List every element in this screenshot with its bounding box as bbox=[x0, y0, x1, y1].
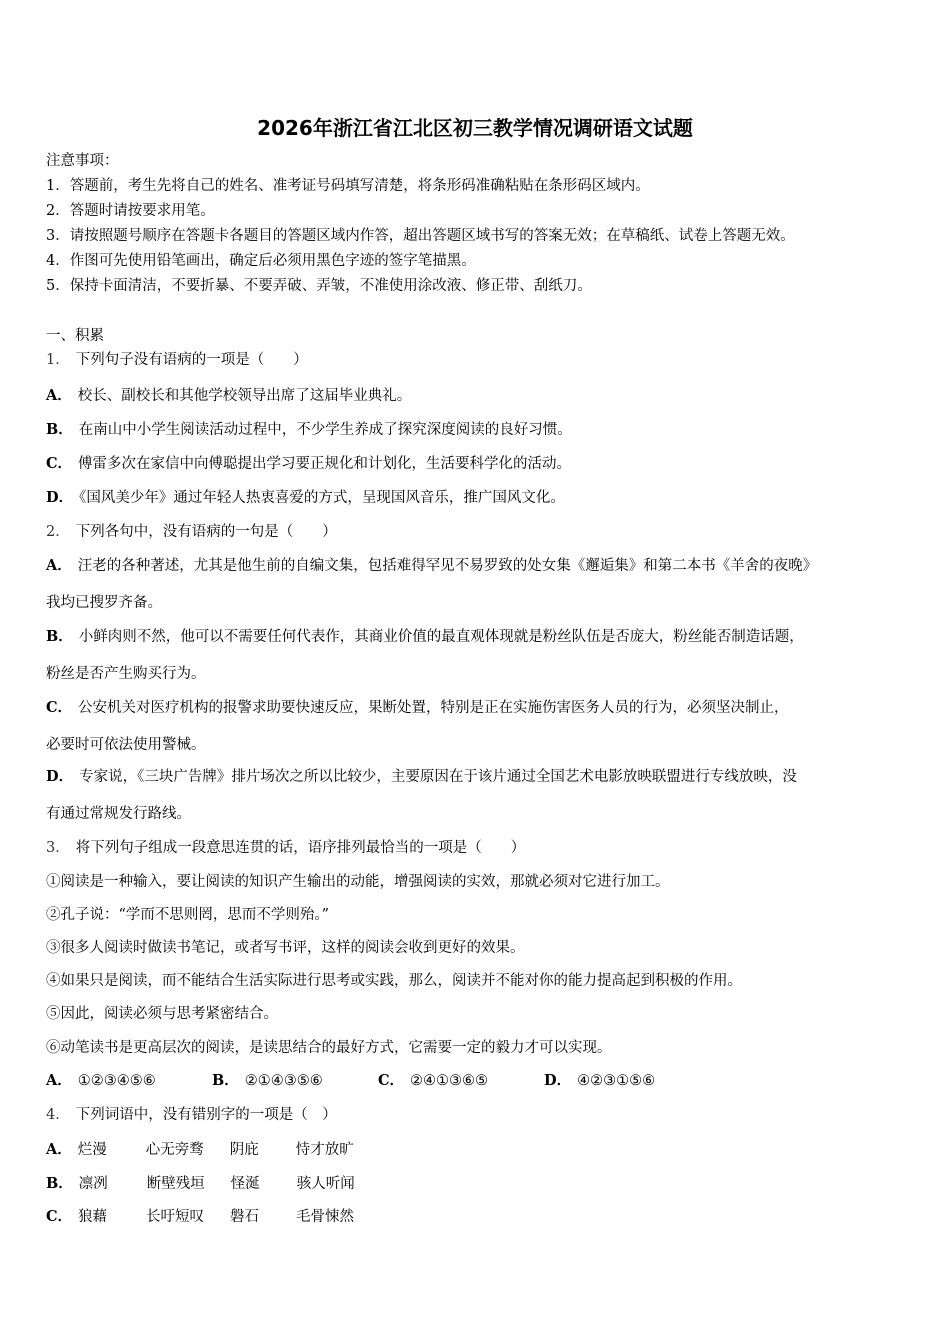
q2-option-c-cont: 必要时可依法使用警械。 bbox=[46, 737, 206, 753]
option-text: 公安机关对医疗机构的报警求助要快速反应，果断处置，特别是正在实施伤害医务人员的行为，必须坚决制止， bbox=[78, 700, 789, 716]
option-tag: B． bbox=[46, 421, 73, 438]
option-tag: D． bbox=[46, 768, 74, 785]
q3-option-a bbox=[46, 1071, 212, 1091]
word: 怪涎 bbox=[230, 1176, 260, 1192]
q3-sentence: ①阅读是一种输入，要让阅读的知识产生输出的动能，增强阅读的实效，那就必须对它进行加工。 bbox=[46, 874, 670, 890]
question-text: 下列各句中，没有语病的一句是（ ） bbox=[75, 524, 337, 540]
q3-sentence: ④如果只是阅读，而不能结合生活实际进行思考或实践，那么，阅读并不能对你的能力提高起到积极的作用。 bbox=[46, 973, 742, 989]
section-heading: 一、积累 bbox=[46, 328, 104, 344]
q1-option-d bbox=[46, 488, 565, 508]
word: 心无旁骛 bbox=[145, 1142, 204, 1158]
page-title: 2026年浙江省江北区初三教学情况调研语文试题 bbox=[257, 116, 693, 140]
q4-option-a bbox=[46, 1140, 354, 1160]
option-tag: C． bbox=[46, 699, 73, 716]
option-text: ④②③①⑤⑥ bbox=[577, 1073, 656, 1089]
q3-option-b bbox=[212, 1071, 378, 1091]
question-number: 3． bbox=[46, 840, 70, 856]
question-text: 将下列句子组成一段意思连贯的话，语序排列最恰当的一项是（ ） bbox=[75, 840, 526, 856]
word: 断壁残垣 bbox=[146, 1176, 205, 1192]
option-tag: D． bbox=[544, 1072, 572, 1089]
question-3-stem bbox=[46, 838, 525, 858]
option-tag: B． bbox=[46, 1175, 73, 1192]
option-text: ②④①③⑥⑤ bbox=[410, 1073, 489, 1089]
word: 阴庇 bbox=[229, 1142, 259, 1158]
option-text: 小鲜肉则不然，他可以不需要任何代表作，其商业价值的最直观体现就是粉丝队伍是否庞大，粉丝能否制造话题， bbox=[78, 629, 804, 645]
q3-sentence: ⑤因此，阅读必须与思考紧密结合。 bbox=[46, 1006, 278, 1022]
q1-option-a bbox=[46, 386, 411, 406]
q2-option-a-cont: 我均已搜罗齐备。 bbox=[46, 595, 162, 611]
option-tag: D． bbox=[46, 489, 74, 506]
option-tag: A． bbox=[46, 557, 72, 574]
word: 烂漫 bbox=[77, 1142, 107, 1158]
q3-option-c bbox=[378, 1071, 544, 1091]
option-text: 傅雷多次在家信中向傅聪提出学习要正规化和计划化，生活要科学化的活动。 bbox=[78, 456, 572, 472]
notice-item: 5．保持卡面清洁，不要折暴、不要弄破、弄皱，不准使用涂改液、修正带、刮纸刀。 bbox=[46, 278, 592, 294]
notice-item: 4．作图可先使用铅笔画出，确定后必须用黑色字迹的签字笔描黑。 bbox=[46, 253, 476, 269]
notice-heading: 注意事项： bbox=[46, 153, 119, 169]
question-1-stem bbox=[46, 350, 308, 370]
q2-option-b bbox=[46, 627, 804, 647]
word: 狼藉 bbox=[78, 1209, 108, 1225]
q3-sentence: ③很多人阅读时做读书笔记，或者写书评，这样的阅读会收到更好的效果。 bbox=[46, 940, 525, 956]
q4-option-b bbox=[46, 1174, 355, 1194]
option-tag: C． bbox=[46, 1208, 73, 1225]
word: 磐石 bbox=[230, 1209, 260, 1225]
q1-option-c bbox=[46, 454, 571, 474]
word: 长吁短叹 bbox=[146, 1209, 205, 1225]
option-tag: A． bbox=[46, 387, 72, 404]
word: 凛冽 bbox=[78, 1176, 108, 1192]
question-number: 1． bbox=[46, 352, 70, 368]
option-text: ②①④③⑤⑥ bbox=[244, 1073, 323, 1089]
question-number: 2． bbox=[46, 524, 70, 540]
notice-item: 2．答题时请按要求用笔。 bbox=[46, 203, 215, 219]
q2-option-d bbox=[46, 767, 797, 787]
option-tag: C． bbox=[46, 455, 73, 472]
q2-option-b-cont: 粉丝是否产生购买行为。 bbox=[46, 666, 206, 682]
option-text: 在南山中小学生阅读活动过程中，不少学生养成了探究深度阅读的良好习惯。 bbox=[78, 422, 572, 438]
q2-option-d-cont: 有通过常规发行路线。 bbox=[46, 806, 191, 822]
option-text: ①②③④⑤⑥ bbox=[77, 1073, 156, 1089]
q3-option-d bbox=[544, 1071, 655, 1091]
option-text: 专家说，《三块广告牌》排片场次之所以比较少，主要原因在于该片通过全国艺术电影放映联盟进行专线放映，没 bbox=[79, 769, 797, 785]
option-tag: C． bbox=[378, 1072, 405, 1089]
option-tag: B． bbox=[46, 628, 73, 645]
question-2-stem bbox=[46, 522, 337, 542]
word: 毛骨悚然 bbox=[296, 1209, 355, 1225]
question-text: 下列词语中，没有错别字的一项是（ ） bbox=[75, 1107, 337, 1123]
notice-item: 3．请按照题号顺序在答题卡各题目的答题区域内作答，超出答题区域书写的答案无效；在草稿纸、试卷上答题无效。 bbox=[46, 228, 795, 244]
question-4-stem bbox=[46, 1105, 337, 1125]
option-tag: B． bbox=[212, 1072, 239, 1089]
question-number: 4． bbox=[46, 1107, 70, 1123]
word: 恃才放旷 bbox=[295, 1142, 354, 1158]
option-text: 校长、副校长和其他学校领导出席了这届毕业典礼。 bbox=[77, 388, 412, 404]
word: 骇人听闻 bbox=[296, 1176, 355, 1192]
option-text: 汪老的各种著述，尤其是他生前的自编文集，包括难得罕见不易罗致的处女集《邂逅集》和第二本书《羊舍的夜晚》 bbox=[77, 558, 818, 574]
option-text: 《国风美少年》通过年轻人热衷喜爱的方式，呈现国风音乐，推广国风文化。 bbox=[79, 490, 565, 506]
q3-sentence: ②孔子说：“学而不思则罔，思而不学则殆。” bbox=[46, 907, 330, 923]
q4-option-c bbox=[46, 1207, 354, 1227]
question-text: 下列句子没有语病的一项是（ ） bbox=[75, 352, 308, 368]
q2-option-a bbox=[46, 556, 817, 576]
q3-sentence: ⑥动笔读书是更高层次的阅读，是读思结合的最好方式，它需要一定的毅力才可以实现。 bbox=[46, 1040, 612, 1056]
q2-option-c bbox=[46, 698, 789, 718]
notice-item: 1．答题前，考生先将自己的姓名、准考证号码填写清楚，将条形码准确粘贴在条形码区域内。 bbox=[46, 178, 650, 194]
option-tag: A． bbox=[46, 1141, 72, 1158]
q3-options bbox=[46, 1071, 655, 1091]
q1-option-b bbox=[46, 420, 572, 440]
option-tag: A． bbox=[46, 1072, 72, 1089]
